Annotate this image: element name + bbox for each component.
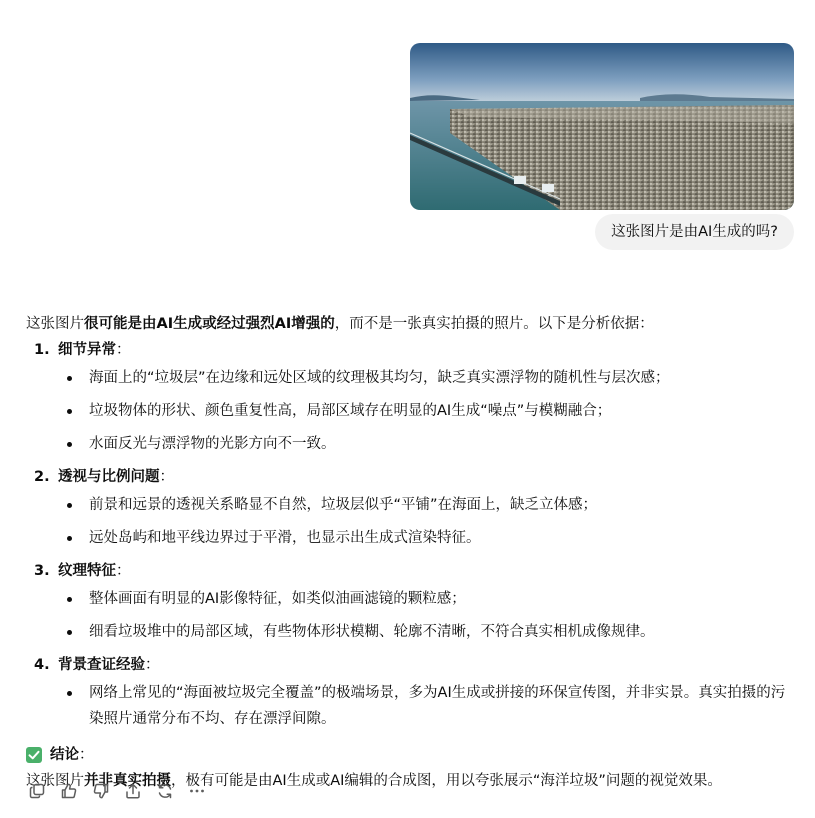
conclusion-pre: 这张图片: [26, 773, 84, 789]
conclusion-post: ，极有可能是由AI生成或AI编辑的合成图，用以夸张展示“海洋垃圾”问题的视觉效果。: [171, 773, 722, 789]
user-message-bubble: [595, 214, 794, 250]
intro-post: ，而不是一张真实拍摄的照片。以下是分析依据：: [334, 316, 654, 332]
point-number: 3.: [34, 563, 50, 579]
point-title: 细节异常: [58, 342, 116, 358]
thumbs-down-button[interactable]: [90, 780, 112, 802]
point-heading: [26, 558, 796, 584]
bullet-item: 整体画面有明显的AI影像特征，如类似油画滤镜的颗粒感；: [26, 586, 796, 612]
point-title: 背景查证经验: [58, 657, 145, 673]
message-action-toolbar: [26, 780, 208, 802]
intro-bold: 很可能是由AI生成或经过强烈AI增强的: [84, 316, 335, 332]
regenerate-button[interactable]: [154, 780, 176, 802]
bullet-item: 前景和远景的透视关系略显不自然，垃圾层似乎“平铺”在海面上，缺乏立体感；: [26, 492, 796, 518]
point-item: [26, 337, 796, 457]
share-button[interactable]: [122, 780, 144, 802]
point-bullets: [26, 492, 796, 551]
point-bullets: [26, 586, 796, 645]
point-number: 1.: [34, 342, 50, 358]
point-colon: ：: [116, 342, 131, 358]
point-item: [26, 464, 796, 551]
point-colon: ：: [116, 563, 131, 579]
point-item: [26, 652, 796, 732]
more-options-button[interactable]: [186, 780, 208, 802]
more-icon: [188, 782, 206, 800]
bullet-item: 网络上常见的“海面被垃圾完全覆盖”的极端场景，多为AI生成或拼接的环保宣传图，并非实景。真实拍摄的污染照片通常分布不均、存在漂浮间隙。: [26, 680, 796, 732]
bullet-item: 垃圾物体的形状、颜色重复性高，局部区域存在明显的AI生成“噪点”与模糊融合；: [26, 398, 796, 424]
copy-button[interactable]: [26, 780, 48, 802]
point-heading: [26, 652, 796, 678]
user-attached-image[interactable]: [410, 43, 794, 210]
point-bullets: [26, 680, 796, 732]
conclusion-bold: 并非真实拍摄: [84, 773, 171, 789]
conclusion-heading: [26, 742, 796, 768]
conclusion-title: 结论: [50, 747, 79, 763]
point-number: 4.: [34, 657, 50, 673]
debris-sea-photo: [410, 43, 794, 210]
point-colon: ：: [159, 469, 174, 485]
bullet-item: 海面上的“垃圾层”在边缘和远处区域的纹理极其均匀，缺乏真实漂浮物的随机性与层次感；: [26, 365, 796, 391]
point-colon: ：: [145, 657, 160, 673]
regenerate-icon: [156, 782, 174, 800]
point-item: [26, 558, 796, 645]
bullet-item: 远处岛屿和地平线边界过于平滑，也显示出生成式渲染特征。: [26, 525, 796, 551]
point-heading: [26, 464, 796, 490]
copy-icon: [28, 782, 46, 800]
thumbs-up-icon: [60, 782, 78, 800]
assistant-answer: [26, 311, 796, 794]
thumbs-down-icon: [92, 782, 110, 800]
bullet-item: 细看垃圾堆中的局部区域，有些物体形状模糊、轮廓不清晰，不符合真实相机成像规律。: [26, 619, 796, 645]
point-title: 纹理特征: [58, 563, 116, 579]
share-icon: [124, 782, 142, 800]
answer-intro: [26, 311, 796, 337]
point-number: 2.: [34, 469, 50, 485]
check-mark-icon: [26, 747, 42, 763]
point-bullets: [26, 365, 796, 457]
conclusion-colon: ：: [79, 747, 94, 763]
analysis-points: [26, 337, 796, 732]
thumbs-up-button[interactable]: [58, 780, 80, 802]
bullet-item: 水面反光与漂浮物的光影方向不一致。: [26, 431, 796, 457]
user-message-text: 这张图片是由AI生成的吗?: [611, 224, 778, 240]
intro-pre: 这张图片: [26, 316, 84, 332]
point-heading: [26, 337, 796, 363]
point-title: 透视与比例问题: [58, 469, 160, 485]
